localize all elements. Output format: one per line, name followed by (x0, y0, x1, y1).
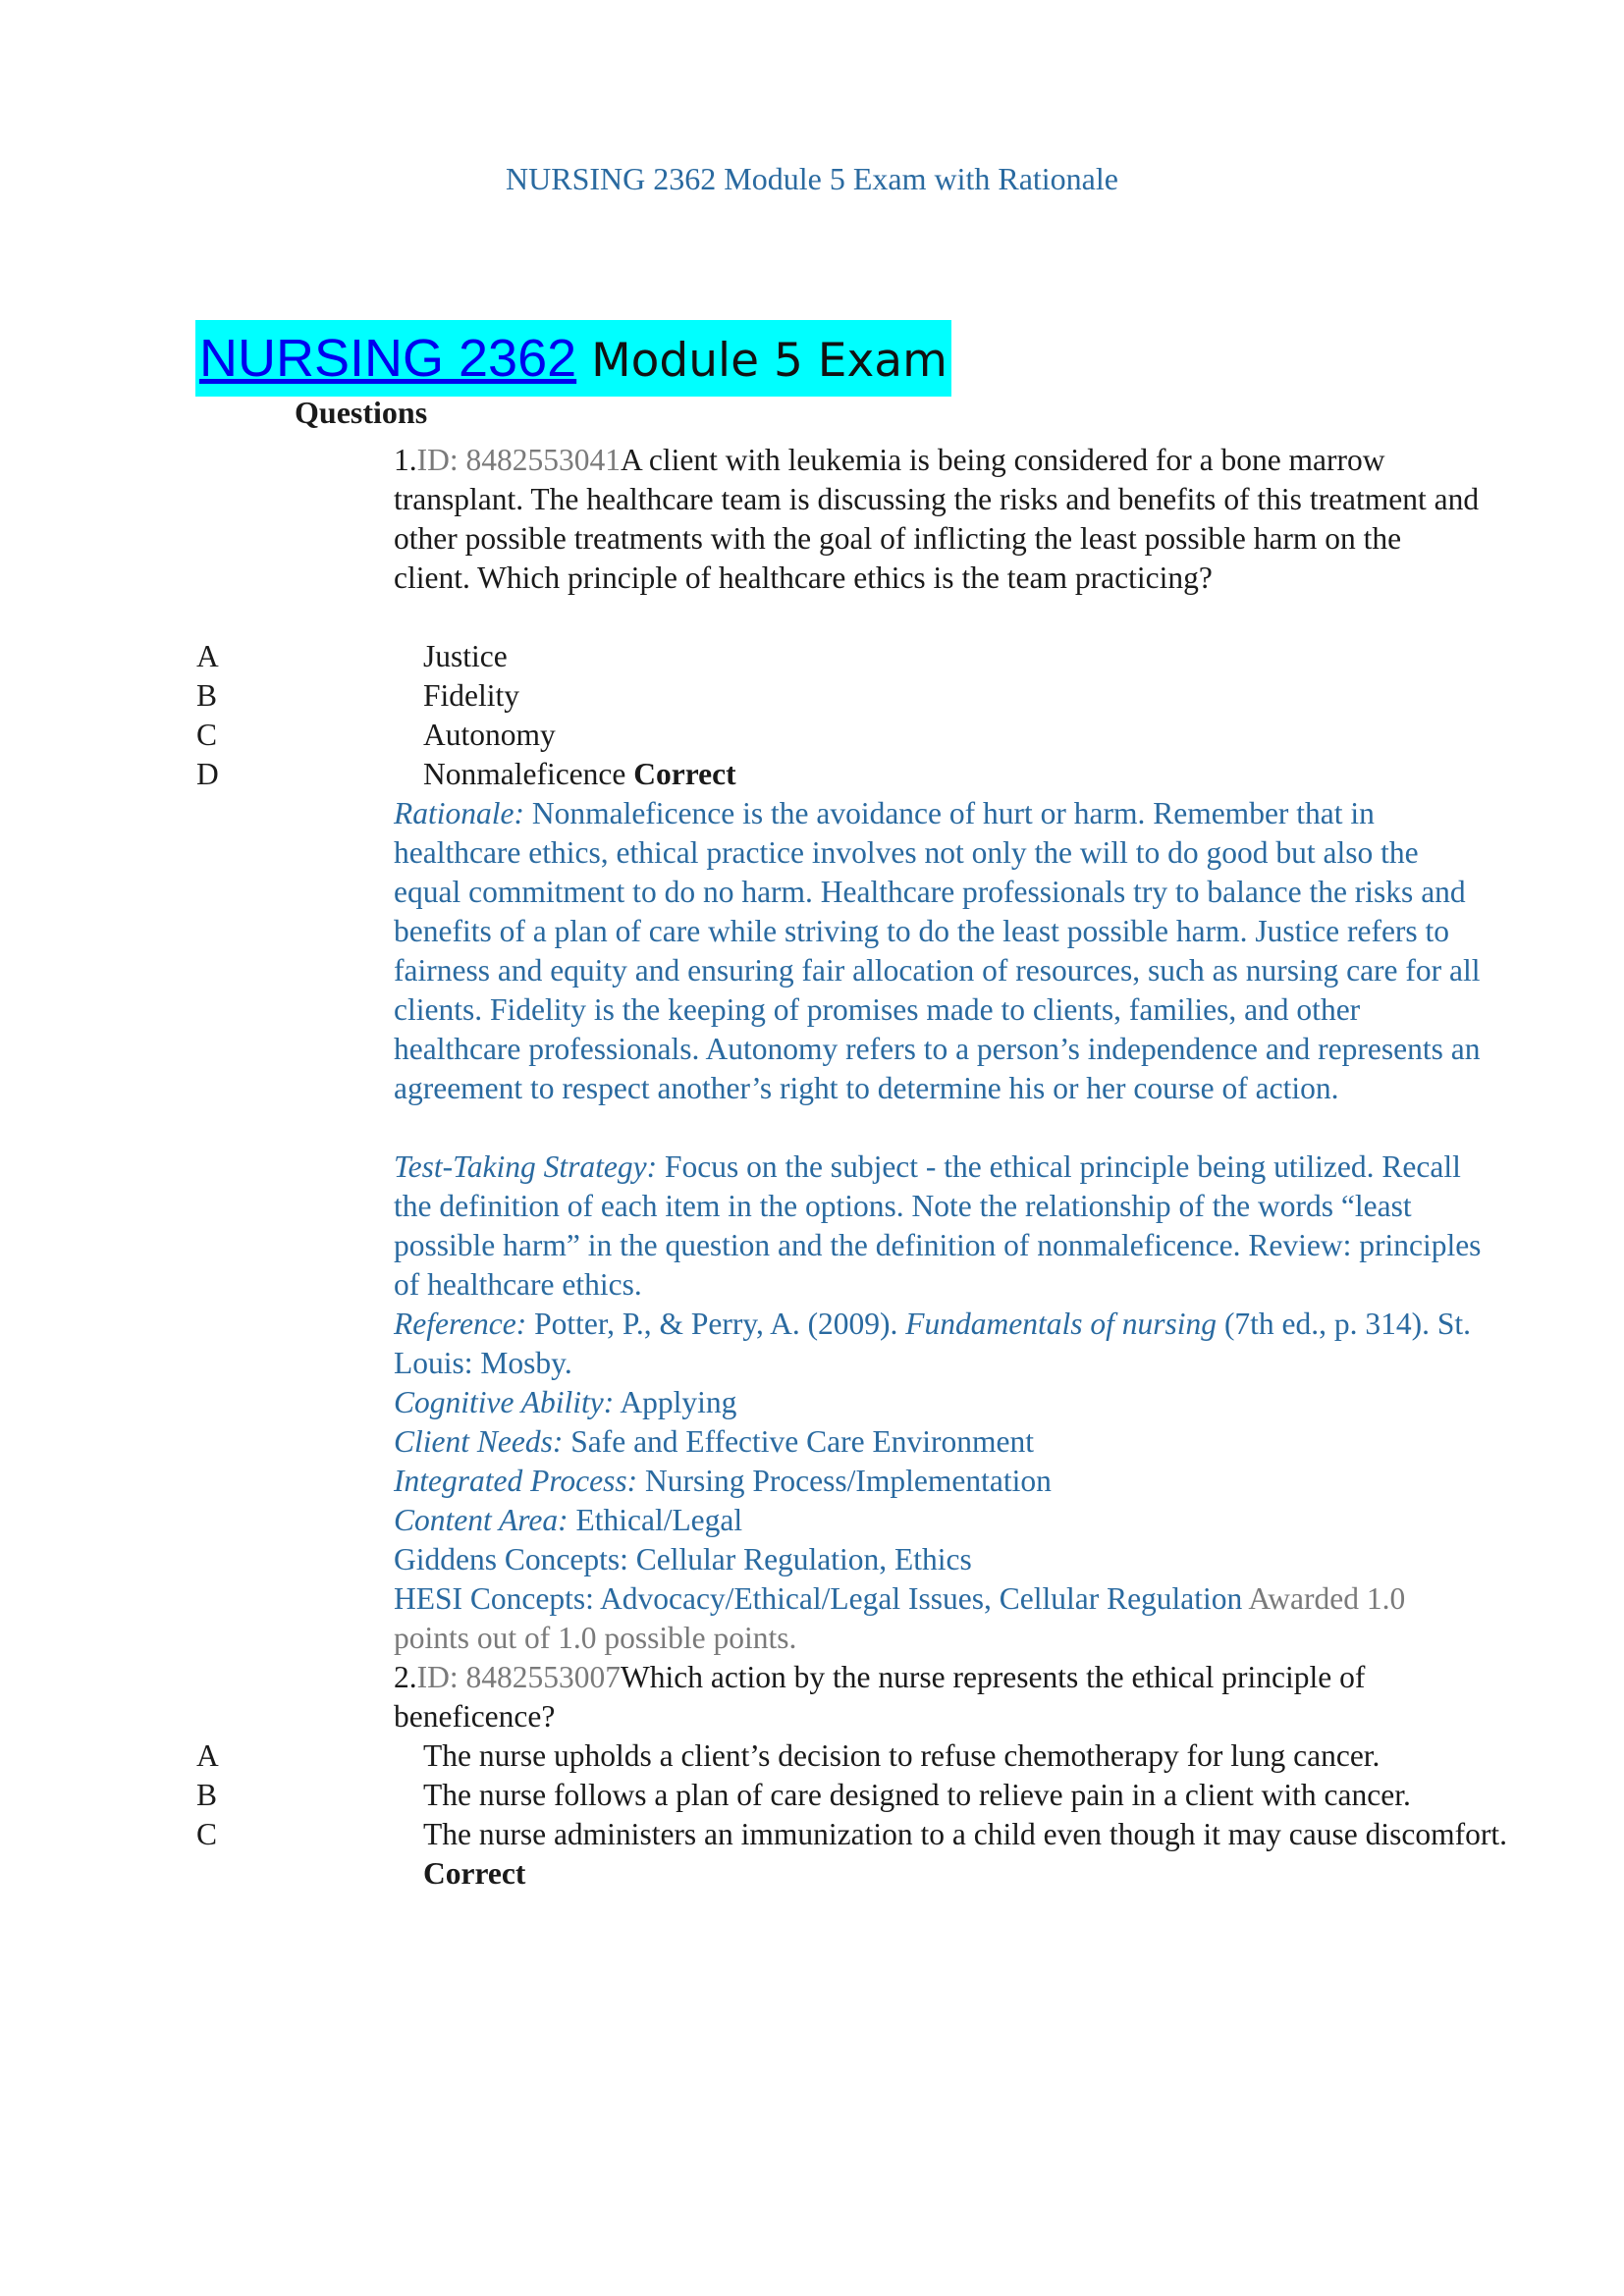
q1-hesi (394, 1579, 1484, 1658)
hesi-concepts: HESI Concepts: Advocacy/Ethical/Legal Issues, Cellular Regulation (394, 1581, 1243, 1616)
document-title: NURSING 2362 Module 5 Exam with Rationale (506, 161, 1118, 196)
option-text: Nonmaleficence (423, 757, 634, 791)
option-letter: B (196, 678, 218, 713)
option-letter: C (196, 718, 218, 752)
cognitive-value: Applying (614, 1385, 737, 1419)
question-id: ID: 8482553041 (416, 443, 621, 477)
option-letter: A (196, 1738, 219, 1773)
question-number: 1. (394, 443, 417, 477)
q1-client-needs (394, 1422, 1484, 1462)
option-letter: A (196, 639, 219, 673)
reference-details: (7th ed., p. 314). St. Louis: Mosby. (394, 1307, 1472, 1380)
content-label: Content Area: (394, 1503, 568, 1537)
giddens-concepts: Giddens Concepts: Cellular Regulation, Ethics (394, 1542, 972, 1576)
heading-text: Module 5 Exam (576, 334, 947, 388)
option-text: The nurse upholds a client’s decision to refuse chemotherapy for lung cancer. (423, 1738, 1380, 1773)
awarded-points: Awarded 1.0 points out of 1.0 possible points. (394, 1581, 1406, 1655)
question-id: ID: 8482553007 (416, 1660, 621, 1694)
reference-label: Reference: (394, 1307, 527, 1341)
reference-authors: Potter, P., & Perry, A. (2009). (526, 1307, 906, 1341)
rationale-label: Rationale: (394, 796, 524, 830)
strategy-label: Test-Taking Strategy: (394, 1149, 658, 1184)
process-value: Nursing Process/Implementation (637, 1464, 1052, 1498)
client-needs-value: Safe and Effective Care Environment (563, 1424, 1034, 1459)
q1-reference (394, 1305, 1484, 1383)
q1-option-a (0, 637, 1624, 676)
rationale-text: Nonmaleficence is the avoidance of hurt or harm. Remember that in healthcare ethics, ethical practice involves not only the will to do good but also the equal commitment to do no harm. Healthcare professionals try to balance the risks and benefits of a plan of care while striving to do the least possible harm. Justice refers to fairness and equity and ensuring fair allocation of resources, such as nursing care for all clients. Fidelity is the keeping of promises made to clients, families, and other healthcare professionals. Autonomy refers to a person’s independence and represents an agreement to respect another’s right to determine his or her course of action. (394, 796, 1481, 1105)
option-letter: B (196, 1778, 218, 1812)
question-number: 2. (394, 1660, 417, 1694)
q1-cognitive (394, 1383, 1484, 1422)
question-text: A client with leukemia is being considered for a bone marrow transplant. The healthcare team is discussing the risks and benefits of this treatment and other possible treatments with the goal of inflicting the least possible harm on the client. Which principle of healthcare ethics is the team practicing? (394, 443, 1480, 595)
option-letter: D (196, 757, 219, 791)
questions-label: Questions (295, 395, 428, 430)
q2-option-b (0, 1776, 1624, 1815)
reference-book: Fundamentals of nursing (905, 1307, 1218, 1341)
option-text: The nurse administers an immunization to a child even though it may cause discomfort. (423, 1817, 1507, 1851)
strategy-text: Focus on the subject - the ethical principle being utilized. Recall the definition of each item in the options. Note the relationship of the words “least possible harm” in the question and the definition of nonmaleficence. Review: principles of healthcare ethics. (394, 1149, 1482, 1302)
q2-option-a (0, 1736, 1624, 1776)
q1-strategy (394, 1148, 1484, 1305)
option-text: Fidelity (423, 678, 520, 713)
course-link[interactable]: NURSING 2362 (199, 329, 577, 388)
q1-process (394, 1462, 1484, 1501)
question-2 (394, 1658, 1484, 1736)
process-label: Integrated Process: (394, 1464, 638, 1498)
q2-option-c (0, 1815, 1624, 1894)
option-text: Autonomy (423, 718, 556, 752)
correct-mark: Correct (633, 757, 736, 791)
q1-option-d (0, 755, 1624, 794)
option-text: The nurse follows a plan of care designed to relieve pain in a client with cancer. (423, 1778, 1411, 1812)
correct-mark: Correct (423, 1856, 526, 1891)
exam-heading (195, 320, 951, 397)
q1-option-c (0, 716, 1624, 755)
cognitive-label: Cognitive Ability: (394, 1385, 615, 1419)
option-text-wrap (423, 1815, 1513, 1894)
question-text: Which action by the nurse represents the ethical principle of beneficence? (394, 1660, 1366, 1734)
q1-giddens (394, 1540, 1484, 1579)
client-needs-label: Client Needs: (394, 1424, 564, 1459)
question-1 (394, 441, 1484, 598)
option-text: Justice (423, 639, 508, 673)
option-text-wrap (423, 755, 1513, 794)
q1-option-b (0, 676, 1624, 716)
q1-content-area (394, 1501, 1484, 1540)
q1-rationale (394, 794, 1484, 1108)
content-value: Ethical/Legal (568, 1503, 743, 1537)
option-letter: C (196, 1817, 218, 1851)
